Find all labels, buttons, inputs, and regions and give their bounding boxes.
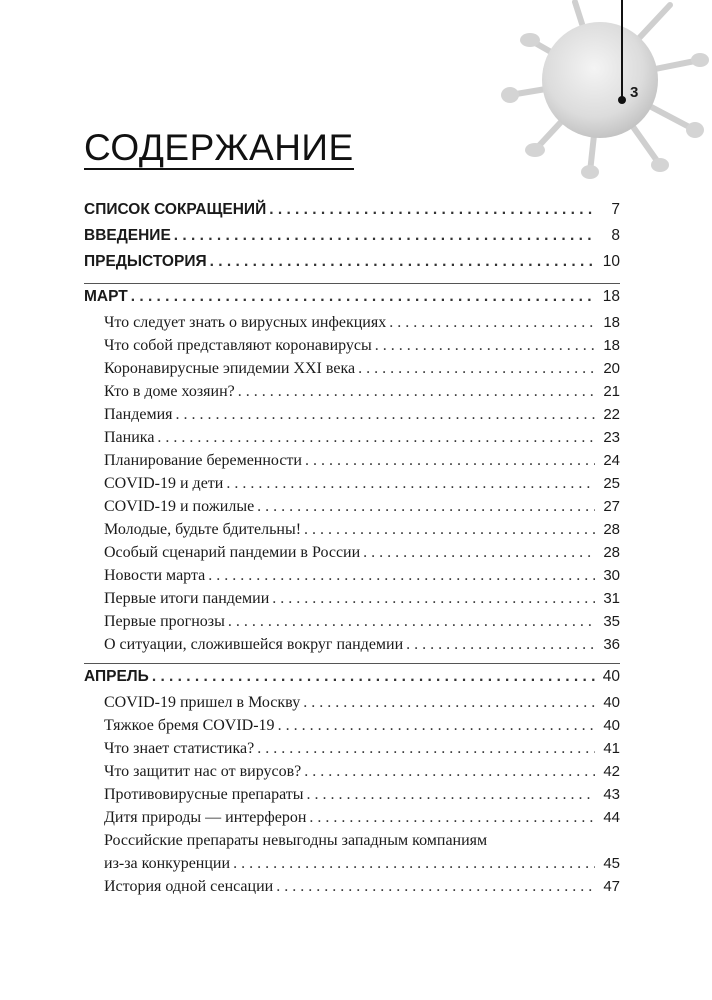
toc-item[interactable]: Что защитит нас от вирусов? . . . 42 bbox=[84, 763, 620, 786]
toc-entry-prehistory[interactable]: ПРЕДЫСТОРИЯ . . . 10 bbox=[84, 253, 620, 279]
toc-item-multiline-second-line[interactable]: из-за конкуренции . . . 45 bbox=[84, 855, 620, 878]
toc-item-multiline-first-line[interactable]: Российские препараты невыгодны западным компаниям bbox=[104, 832, 488, 849]
toc-item[interactable]: Паника . . . 23 bbox=[84, 429, 620, 452]
toc-item[interactable]: Планирование беременности . . . 24 bbox=[84, 452, 620, 475]
toc-item[interactable]: Противовирусные препараты . . . 43 bbox=[84, 786, 620, 809]
toc-section-march[interactable]: МАРТ . . . 18 bbox=[84, 288, 620, 314]
toc-item[interactable]: Тяжкое бремя COVID-19 . . . 40 bbox=[84, 717, 620, 740]
toc-item[interactable]: Кто в доме хозяин? . . . 21 bbox=[84, 383, 620, 406]
toc-item[interactable]: Коронавирусные эпидемии XXI века . . . 20 bbox=[84, 360, 620, 383]
toc-item[interactable]: COVID-19 и пожилые . . . 27 bbox=[84, 498, 620, 521]
toc-section-april[interactable]: АПРЕЛЬ . . . 40 bbox=[84, 668, 620, 694]
toc-entry-introduction[interactable]: ВВЕДЕНИЕ . . . 8 bbox=[84, 227, 620, 253]
virus-illustration bbox=[490, 0, 712, 180]
toc-item[interactable]: Первые прогнозы . . . 35 bbox=[84, 613, 620, 636]
page-title: СОДЕРЖАНИЕ bbox=[84, 127, 354, 168]
toc-item[interactable]: Пандемия . . . 22 bbox=[84, 406, 620, 429]
toc-item[interactable]: Что знает статистика? . . . 41 bbox=[84, 740, 620, 763]
toc-item[interactable]: Особый сценарий пандемии в России . . . 28 bbox=[84, 544, 620, 567]
toc-item[interactable]: Новости марта . . . 30 bbox=[84, 567, 620, 590]
toc-item[interactable]: Что собой представляют коронавирусы . . . 18 bbox=[84, 337, 620, 360]
toc-item[interactable]: Что следует знать о вирусных инфекциях . . . 18 bbox=[84, 314, 620, 337]
toc-item[interactable]: О ситуации, сложившейся вокруг пандемии . . . 36 bbox=[84, 636, 620, 659]
section-divider bbox=[84, 663, 620, 664]
toc-item[interactable]: История одной сенсации . . . 47 bbox=[84, 878, 620, 901]
page-number: 3 bbox=[630, 84, 639, 101]
table-of-contents bbox=[84, 201, 620, 901]
section-divider bbox=[84, 283, 620, 284]
toc-item[interactable]: COVID-19 пришел в Москву . . . 40 bbox=[84, 694, 620, 717]
toc-item[interactable]: Дитя природы — интерферон . . . 44 bbox=[84, 809, 620, 832]
toc-item[interactable]: COVID-19 и дети . . . 25 bbox=[84, 475, 620, 498]
toc-entry-abbreviations[interactable]: СПИСОК СОКРАЩЕНИЙ . . . 7 bbox=[84, 201, 620, 227]
toc-item[interactable]: Молодые, будьте бдительны! . . . 28 bbox=[84, 521, 620, 544]
toc-item[interactable]: Первые итоги пандемии . . . 31 bbox=[84, 590, 620, 613]
